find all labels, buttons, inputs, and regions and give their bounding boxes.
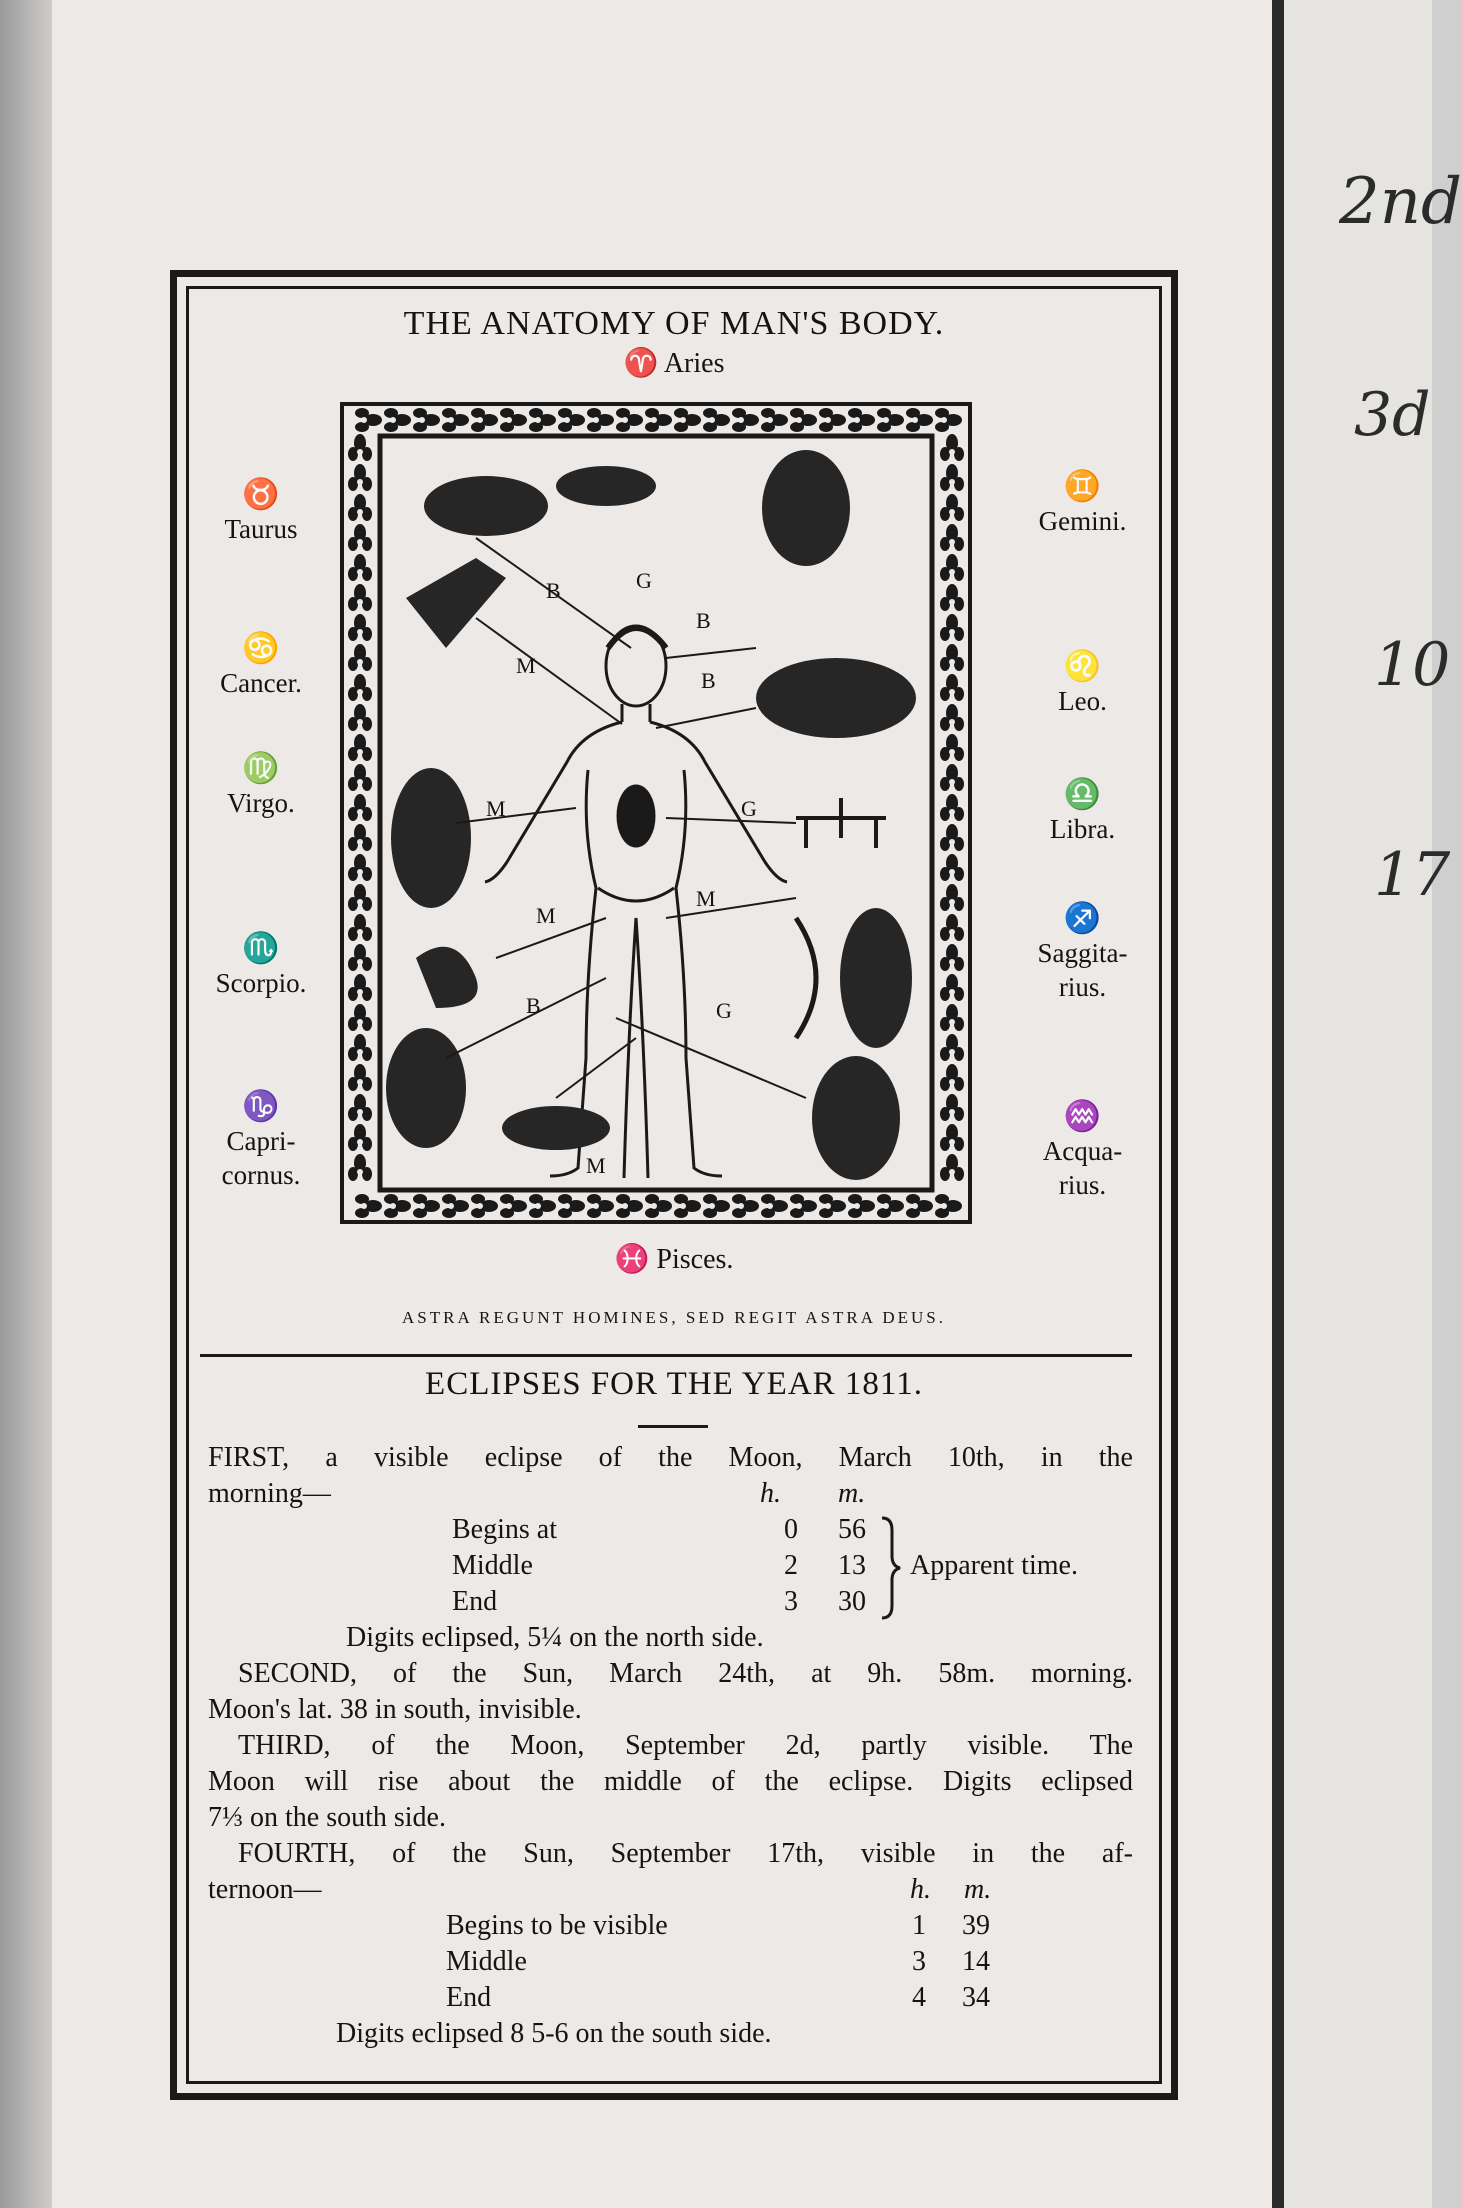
line-letters	[486, 568, 757, 1178]
leaf-ornament	[940, 944, 964, 971]
leaf-ornament	[674, 1194, 701, 1218]
leaf-ornament	[732, 1194, 759, 1218]
leaf-ornament	[348, 674, 372, 701]
leaf-ornament	[940, 1094, 964, 1121]
virgo-label: Virgo.	[227, 788, 295, 818]
aquarius-label-1: Acqua-	[1042, 1136, 1123, 1166]
fourth-row-h: 1	[912, 1910, 926, 1941]
third-eclipse-line-3: 7⅓ on the south side.	[208, 1802, 446, 1833]
leaf-ornament	[355, 1194, 382, 1218]
gemini-symbol: ♊	[1063, 470, 1102, 503]
leaf-ornament	[348, 1064, 372, 1091]
margin-note-4: 17	[1374, 840, 1451, 910]
leaf-ornament	[848, 1194, 875, 1218]
leaf-ornament	[645, 1194, 672, 1218]
sign-capricornus	[196, 1090, 326, 1192]
sign-leo	[1010, 650, 1155, 718]
leaf-ornament	[587, 1194, 614, 1218]
capricornus-label-2: cornus.	[221, 1160, 301, 1190]
leaf-ornament	[940, 524, 964, 551]
first-row-h: 3	[784, 1586, 798, 1617]
leaf-ornament	[529, 408, 556, 432]
leaf-ornament	[940, 1154, 964, 1181]
leaf-ornament	[442, 408, 469, 432]
leaf-ornament	[940, 794, 964, 821]
leaf-ornament	[413, 408, 440, 432]
sign-libra	[1010, 778, 1155, 846]
leaf-ornament	[940, 554, 964, 581]
margin-note-2: 3d	[1354, 380, 1431, 450]
leaf-ornament	[355, 408, 382, 432]
letter-m-1: M	[516, 653, 536, 678]
leaf-ornament	[906, 408, 933, 432]
letter-m-5: M	[586, 1153, 606, 1178]
fourth-row-h: 4	[912, 1982, 926, 2013]
first-col-m: m.	[838, 1478, 866, 1509]
leaf-ornament	[940, 1064, 964, 1091]
leaf-ornament	[877, 408, 904, 432]
leaf-ornament	[848, 408, 875, 432]
eclipses-title: ECLIPSES FOR THE YEAR 1811.	[425, 1366, 923, 1402]
leaf-ornament	[348, 614, 372, 641]
leaf-ornament	[906, 1194, 933, 1218]
libra-label: Libra.	[1049, 814, 1116, 844]
leaf-ornament	[348, 524, 372, 551]
leaf-ornament	[348, 1034, 372, 1061]
leaf-ornament	[348, 584, 372, 611]
leaf-ornament	[940, 884, 964, 911]
leaf-ornament	[940, 494, 964, 521]
fourth-row-label: Middle	[446, 1946, 527, 1977]
letter-b-2: B	[696, 608, 711, 633]
archer-figure	[840, 908, 912, 1048]
leaf-ornament	[761, 408, 788, 432]
leaf-ornament	[348, 734, 372, 761]
virgin-figure	[391, 768, 471, 908]
aries-label: ♈ Aries	[623, 348, 725, 379]
gemini-label: Gemini.	[1038, 506, 1127, 536]
leaf-ornament	[348, 974, 372, 1001]
leaf-ornament	[413, 1194, 440, 1218]
leaf-ornament	[940, 584, 964, 611]
leaf-ornament	[940, 674, 964, 701]
fourth-row-m: 39	[962, 1910, 990, 1941]
leaf-ornament	[940, 824, 964, 851]
twins-figure	[762, 450, 850, 566]
leaf-ornament	[348, 704, 372, 731]
first-digits: Digits eclipsed, 5¼ on the north side.	[346, 1622, 764, 1653]
letter-m-4: M	[536, 903, 556, 928]
second-eclipse-line-2: Moon's lat. 38 in south, invisible.	[208, 1694, 582, 1725]
first-row-m: 13	[838, 1550, 866, 1581]
leaf-ornament	[500, 408, 527, 432]
libra-symbol: ♎	[1063, 778, 1102, 811]
margin-note-1: 2nd	[1339, 165, 1462, 239]
leaf-ornament	[761, 1194, 788, 1218]
leaf-ornament	[940, 434, 964, 461]
leaf-ornament	[940, 1034, 964, 1061]
leaf-ornament	[940, 1004, 964, 1031]
leaf-ornament	[348, 1154, 372, 1181]
first-col-h: h.	[760, 1478, 781, 1509]
leaf-ornament	[529, 1194, 556, 1218]
latin-motto: ASTRA REGUNT HOMINES, SED REGIT ASTRA DEUS.	[402, 1308, 946, 1327]
leaf-ornament	[442, 1194, 469, 1218]
leaf-ornament	[348, 794, 372, 821]
zodiac-man-woodcut	[336, 398, 976, 1228]
leaf-ornament	[500, 1194, 527, 1218]
leaf-ornament	[348, 884, 372, 911]
leaf-ornament	[348, 764, 372, 791]
first-row-m: 30	[838, 1586, 866, 1617]
first-row-label: Middle	[452, 1550, 533, 1581]
fourth-col-h: h.	[910, 1874, 931, 1905]
fourth-row-label: Begins to be visible	[446, 1910, 668, 1941]
first-row-label: Begins at	[452, 1514, 557, 1545]
letter-b-3: B	[701, 668, 716, 693]
facing-page	[1284, 0, 1462, 2208]
book-edge-shadow	[0, 0, 60, 2208]
sign-taurus	[196, 478, 326, 546]
leaf-ornament	[935, 1194, 962, 1218]
letter-b-4: B	[526, 993, 541, 1018]
leaf-ornament	[790, 1194, 817, 1218]
margin-note-3: 10	[1374, 630, 1451, 700]
third-eclipse-line-1: THIRD, of the Moon, September 2d, partly visible. The	[238, 1730, 1133, 1761]
leaf-ornament	[703, 1194, 730, 1218]
leaf-ornament	[348, 914, 372, 941]
fourth-row-label: End	[446, 1982, 492, 2013]
leaf-ornament	[674, 408, 701, 432]
fourth-row-h: 3	[912, 1946, 926, 1977]
ram-figure	[556, 466, 656, 506]
leaf-ornament	[471, 1194, 498, 1218]
aquarius-label-2: rius.	[1058, 1170, 1107, 1200]
letter-m-3: M	[696, 886, 716, 911]
apparent-time-note: Apparent time.	[910, 1550, 1078, 1581]
leaf-ornament	[940, 614, 964, 641]
scales-figure	[796, 798, 886, 848]
leaf-ornament	[940, 854, 964, 881]
leaf-ornament	[732, 408, 759, 432]
leaf-ornament	[940, 1124, 964, 1151]
leaf-ornament	[348, 1124, 372, 1151]
leaf-ornament	[940, 914, 964, 941]
brace-icon	[878, 1514, 904, 1622]
capricornus-symbol: ♑	[242, 1090, 280, 1123]
sign-sagittarius	[1010, 902, 1155, 1004]
letter-g-1: G	[636, 568, 652, 593]
leaf-ornament	[790, 408, 817, 432]
sign-gemini	[1010, 470, 1155, 538]
fourth-row-m: 14	[962, 1946, 990, 1977]
human-figure	[485, 626, 787, 1178]
leaf-ornament	[348, 554, 372, 581]
goat-figure	[386, 1028, 466, 1148]
leaf-ornament	[940, 764, 964, 791]
lion-figure	[756, 658, 916, 738]
aquarius-symbol: ♒	[1063, 1100, 1102, 1133]
sign-virgo	[196, 752, 326, 820]
crab-figure	[406, 558, 506, 648]
pisces-label: ♓ Pisces.	[614, 1244, 734, 1275]
leaf-ornament	[819, 1194, 846, 1218]
leaf-ornament	[348, 494, 372, 521]
leaf-ornament	[935, 408, 962, 432]
leaf-ornament	[348, 1094, 372, 1121]
fourth-digits: Digits eclipsed 8 5-6 on the south side.	[336, 2018, 772, 2049]
sagittarius-symbol: ♐	[1063, 902, 1102, 935]
fishes-figure	[502, 1106, 610, 1150]
first-row-h: 0	[784, 1514, 798, 1545]
cancer-label: Cancer.	[220, 668, 302, 698]
third-eclipse-line-2: Moon will rise about the middle of the eclipse. Digits eclipsed	[208, 1766, 1133, 1797]
first-eclipse-line-2: morning—	[208, 1478, 331, 1509]
sagittarius-label-1: Saggita-	[1037, 938, 1128, 968]
leaf-ornament	[877, 1194, 904, 1218]
fourth-eclipse-line-2: ternoon—	[208, 1874, 322, 1905]
leaf-ornament	[384, 408, 411, 432]
leaf-ornament	[616, 1194, 643, 1218]
fourth-eclipse-line-1: FOURTH, of the Sun, September 17th, visible in the af-	[238, 1838, 1133, 1869]
scorpion-figure	[416, 947, 478, 1008]
leaf-ornament	[940, 464, 964, 491]
first-row-h: 2	[784, 1550, 798, 1581]
taurus-symbol: ♉	[242, 478, 280, 511]
leaf-ornament	[471, 408, 498, 432]
leaf-ornament	[940, 644, 964, 671]
bull-figure	[424, 476, 548, 536]
leaf-ornament	[940, 734, 964, 761]
sign-cancer	[196, 632, 326, 700]
leaf-ornament	[587, 408, 614, 432]
leo-label: Leo.	[1058, 686, 1107, 716]
leaf-ornament	[348, 434, 372, 461]
leaf-ornament	[940, 704, 964, 731]
scorpio-symbol: ♏	[242, 932, 280, 965]
leaf-ornament	[348, 464, 372, 491]
leaf-ornament	[703, 408, 730, 432]
fourth-row-m: 34	[962, 1982, 990, 2013]
leaf-ornament	[384, 1194, 411, 1218]
leaf-ornament	[616, 408, 643, 432]
first-row-m: 56	[838, 1514, 866, 1545]
leaf-ornament	[819, 408, 846, 432]
sign-scorpio	[196, 932, 326, 1000]
water-bearer-figure	[812, 1056, 900, 1180]
sign-aquarius	[1010, 1100, 1155, 1202]
cancer-symbol: ♋	[242, 632, 280, 665]
leaf-ornament	[558, 1194, 585, 1218]
first-row-label: End	[452, 1586, 498, 1617]
leaf-ornament	[348, 824, 372, 851]
letter-m-2: M	[486, 796, 506, 821]
first-eclipse-line-1: FIRST, a visible eclipse of the Moon, March 10th, in the	[208, 1442, 1133, 1473]
anatomy-title: THE ANATOMY OF MAN'S BODY.	[403, 305, 945, 342]
leaf-ornament	[645, 408, 672, 432]
fourth-col-m: m.	[964, 1874, 992, 1905]
leaf-ornament	[348, 854, 372, 881]
section-divider	[200, 1354, 1132, 1357]
title-underline	[638, 1425, 708, 1428]
letter-g-3: G	[716, 998, 732, 1023]
book-gutter	[1272, 0, 1284, 2208]
bow-figure	[796, 918, 816, 1038]
taurus-label: Taurus	[224, 514, 298, 544]
leaf-ornament	[348, 944, 372, 971]
second-eclipse-line-1: SECOND, of the Sun, March 24th, at 9h. 58m. morning.	[238, 1658, 1133, 1689]
scorpio-label: Scorpio.	[215, 968, 307, 998]
capricornus-label-1: Capri-	[226, 1126, 296, 1156]
letter-b-1: B	[546, 578, 561, 603]
leaf-ornament	[940, 974, 964, 1001]
sagittarius-label-2: rius.	[1058, 972, 1107, 1002]
leaf-ornament	[558, 408, 585, 432]
leo-symbol: ♌	[1063, 650, 1102, 683]
virgo-symbol: ♍	[242, 752, 280, 785]
leaf-ornament	[348, 644, 372, 671]
leaf-ornament	[348, 1004, 372, 1031]
letter-g-2: G	[741, 796, 757, 821]
